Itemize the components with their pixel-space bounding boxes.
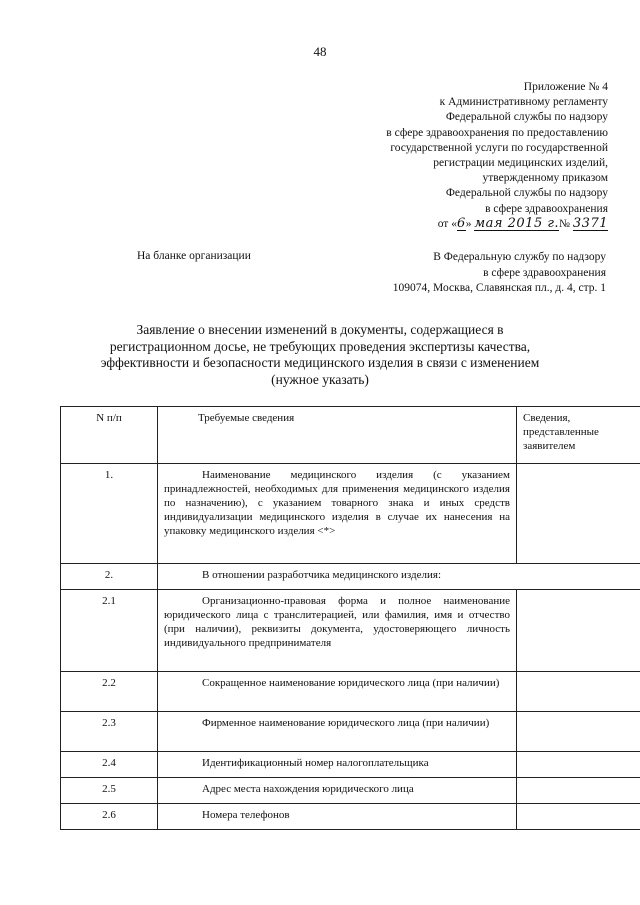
appendix-line: в сфере здравоохранения <box>485 202 608 215</box>
table-header-row <box>61 407 640 464</box>
appendix-line: Федеральной службы по надзору <box>445 187 608 200</box>
applicant-value-cell[interactable] <box>517 590 640 672</box>
header-applicant-info: Сведения, представленные заявителем <box>517 407 640 464</box>
appendix-line: регистрации медицинских изделий, <box>433 157 608 170</box>
date-prefix: от « <box>437 217 457 230</box>
row-number: 2.3 <box>61 712 158 752</box>
table-row <box>61 752 640 778</box>
appendix-line: к Административному регламенту <box>439 96 608 109</box>
appendix-line: Федеральной службы по надзору <box>445 111 608 124</box>
recipient-line: 109074, Москва, Славянская пл., д. 4, стр. 1 <box>392 282 606 294</box>
applicant-value-cell[interactable] <box>517 778 640 804</box>
row-description: Наименование медицинского изделия (с указанием принадлежностей, необходимых для применения медицинского изделия по назначению), с указанием товарного знака и иных средств индивидуализации медицинского изделия в случае их нанесения на упаковку медицинского изделия <*> <box>158 464 517 564</box>
header-required-info: Требуемые сведения <box>158 407 517 464</box>
appendix-line: государственной услуги по государственной <box>390 141 608 154</box>
row-description: Фирменное наименование юридического лица (при наличии) <box>158 712 517 752</box>
appendix-line: утвержденному приказом <box>482 172 608 185</box>
appendix-line: в сфере здравоохранения по предоставлению <box>386 126 608 139</box>
title-line: Заявление о внесении изменений в документы, содержащиеся в <box>136 322 504 337</box>
organization-letterhead-label: На бланке организации <box>137 250 251 262</box>
recipient-line: В Федеральную службу по надзору <box>433 251 606 263</box>
row-number: 2.5 <box>61 778 158 804</box>
row-number: 2. <box>61 564 158 590</box>
applicant-value-cell[interactable] <box>517 712 640 752</box>
table-row <box>61 564 640 590</box>
row-description: В отношении разработчика медицинского изделия: <box>158 564 640 590</box>
applicant-value-cell[interactable] <box>517 464 640 564</box>
handwritten-day: 6 <box>456 215 466 231</box>
row-description: Номера телефонов <box>158 804 517 830</box>
row-number: 2.4 <box>61 752 158 778</box>
recipient-block <box>306 250 606 297</box>
row-number: 2.2 <box>61 672 158 712</box>
handwritten-month-year: мая 2015 г. <box>474 215 560 231</box>
table-row <box>61 464 640 564</box>
appendix-block <box>288 80 608 232</box>
title-line: (нужное указать) <box>271 371 369 387</box>
header-number: N п/п <box>61 407 158 464</box>
information-table <box>60 406 640 830</box>
row-number: 2.6 <box>61 804 158 830</box>
applicant-value-cell[interactable] <box>517 672 640 712</box>
row-description: Идентификационный номер налогоплательщика <box>158 752 517 778</box>
page-number: 48 <box>313 44 327 59</box>
row-number: 1. <box>61 464 158 564</box>
number-prefix: № <box>559 217 571 230</box>
table-row <box>61 804 640 830</box>
applicant-value-cell[interactable] <box>517 804 640 830</box>
table-row <box>61 590 640 672</box>
title-line: эффективности и безопасности медицинского изделия в связи с изменением <box>100 355 540 370</box>
appendix-line: Приложение № 4 <box>523 81 608 93</box>
row-description: Организационно-правовая форма и полное наименование юридического лица с транслитерацией, или фамилия, имя и отчество (при наличии), реквизиты документа, удостоверяющего личность индивидуального предпринимателя <box>158 590 517 672</box>
row-number: 2.1 <box>61 590 158 672</box>
row-description: Адрес места нахождения юридического лица <box>158 778 517 804</box>
row-description: Сокращенное наименование юридического лица (при наличии) <box>158 672 517 712</box>
date-mid: » <box>465 217 472 230</box>
order-date-line <box>288 217 608 232</box>
applicant-value-cell[interactable] <box>517 752 640 778</box>
document-title <box>70 322 570 388</box>
table-row <box>61 712 640 752</box>
table-row <box>61 672 640 712</box>
table-row <box>61 778 640 804</box>
handwritten-order-number: 3371 <box>572 215 608 231</box>
recipient-line: в сфере здравоохранения <box>483 266 606 279</box>
title-line: регистрационном досье, не требующих проведения экспертизы качества, <box>109 338 531 354</box>
